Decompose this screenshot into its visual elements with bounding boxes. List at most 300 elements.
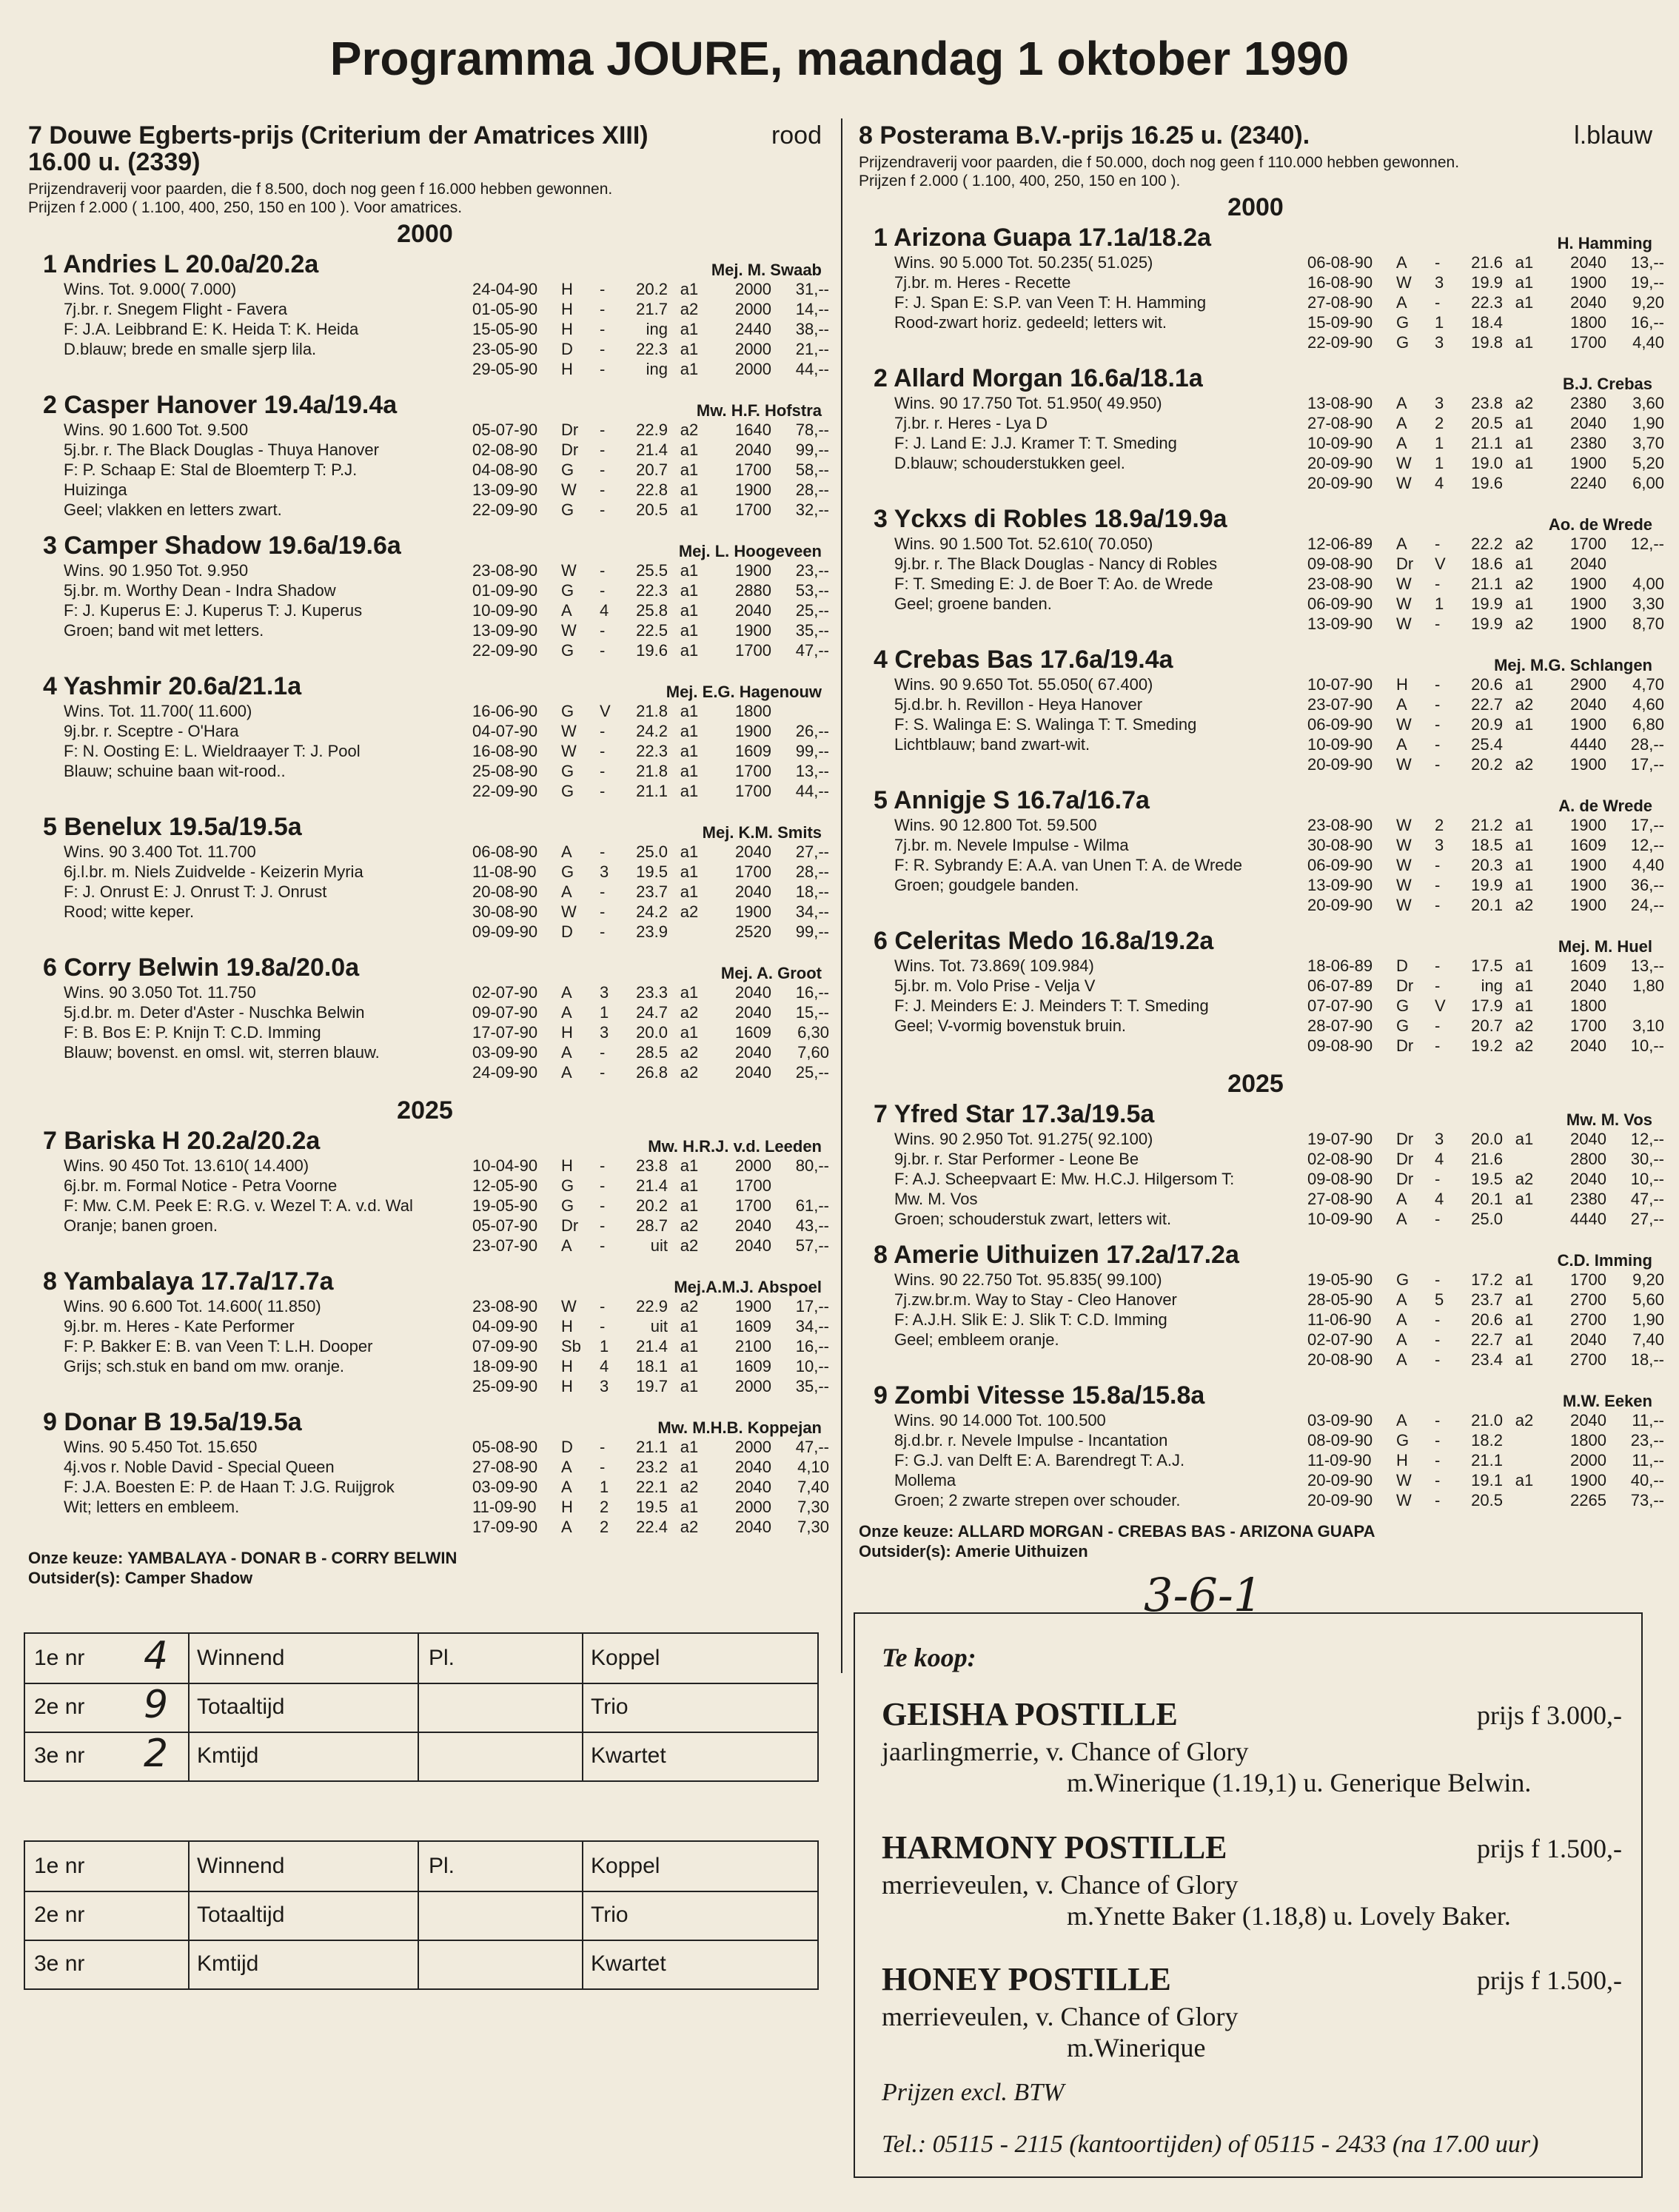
start-field: 10-09-90 (472, 601, 538, 620)
start-field: A (561, 601, 572, 620)
start-field: a1 (1515, 253, 1534, 272)
horse-entry (859, 504, 1664, 645)
start-field: G (561, 862, 574, 881)
start-field: 1800 (1570, 1431, 1606, 1449)
horse-info-line: Oranje; banen groen. (64, 1216, 218, 1235)
start-field: uit (650, 1236, 668, 1255)
horse-name: 3 Camper Shadow 19.6a/19.6a (43, 532, 401, 560)
ad-item (882, 1960, 1622, 2063)
start-field: 03-09-90 (1307, 1411, 1373, 1430)
start-field: 1,80 (1632, 976, 1664, 995)
horse-info-line: 7j.br. m. Nevele Impulse - Wilma (894, 836, 1129, 854)
start-row (1307, 895, 1664, 915)
distance-2000: 2000 (1227, 193, 1284, 221)
start-field: 10-04-90 (472, 1156, 538, 1175)
start-field: a1 (1515, 1290, 1534, 1309)
handwritten-number: 2 (144, 1732, 169, 1776)
start-field: W (561, 1297, 577, 1316)
race-8-cond-line-1: Prijzendraverij voor paarden, die f 50.000, doch nog geen f 110.000 hebben gewonnen. (859, 154, 1460, 171)
start-field: 36,-- (1630, 876, 1664, 894)
grid-bet-type: Kwartet (591, 1743, 666, 1768)
start-field: 2700 (1570, 1350, 1606, 1369)
horse-list (859, 1099, 1664, 1521)
horse-info (64, 1437, 493, 1517)
start-field: 18.6 (1471, 554, 1503, 573)
start-field: a1 (680, 882, 699, 901)
start-field: A (561, 1518, 572, 1536)
start-field: 20.9 (1471, 715, 1503, 734)
start-row (1307, 956, 1664, 976)
start-field: 16-08-90 (1307, 273, 1373, 292)
start-field: Sb (561, 1337, 581, 1355)
start-field: 02-07-90 (472, 983, 538, 1002)
start-field: 24.2 (636, 722, 668, 740)
start-field: 30-08-90 (472, 902, 538, 921)
start-field: W (1396, 896, 1412, 914)
start-field: 2240 (1570, 474, 1606, 492)
start-field (1503, 1450, 1546, 1470)
start-field: 10-09-90 (1307, 1210, 1373, 1228)
start-field: W (1396, 856, 1412, 874)
start-field: W (1396, 614, 1412, 633)
start-row (472, 902, 829, 922)
start-field (1503, 734, 1546, 754)
horse-info-line: 7j.zw.br.m. Way to Stay - Cleo Hanover (894, 1290, 1177, 1309)
horse-info-line: Wins. 90 1.950 Tot. 9.950 (64, 561, 249, 580)
start-row (472, 620, 829, 640)
start-field: - (600, 842, 606, 861)
start-field: a1 (680, 742, 699, 760)
start-field: 1900 (735, 722, 771, 740)
start-field: G (1396, 1431, 1410, 1449)
start-field: 22-09-90 (1307, 333, 1373, 352)
horse-info-line: 6j.br. m. Formal Notice - Petra Voorne (64, 1176, 338, 1195)
horse-info (894, 1129, 1324, 1229)
start-field: 09-09-90 (472, 922, 538, 941)
start-field: A (1396, 394, 1407, 412)
start-field: 16,-- (795, 1337, 829, 1355)
start-field: G (1396, 333, 1410, 352)
horse-info-line: F: B. Bos E: P. Knijn T: C.D. Imming (64, 1023, 321, 1042)
start-field: 06-09-90 (1307, 715, 1373, 734)
start-row (1307, 1310, 1664, 1330)
start-row (1307, 1350, 1664, 1370)
start-field: - (600, 882, 606, 901)
start-field: W (1396, 454, 1412, 472)
start-field: - (600, 1317, 606, 1335)
race-8-color: l.blauw (1574, 121, 1652, 150)
horse-info-line: D.blauw; schouderstukken geel. (894, 454, 1125, 472)
start-field: 4 (600, 1357, 609, 1375)
start-field: - (600, 1236, 606, 1255)
start-field: 28.5 (636, 1043, 668, 1062)
start-field: H (561, 320, 573, 338)
start-field: 19.9 (1471, 594, 1503, 613)
start-field: 22.3 (636, 340, 668, 358)
start-field: 25.4 (1471, 735, 1503, 754)
ad-item-line: m.Winerique (1067, 2033, 1206, 2062)
horse-name: 7 Yfred Star 17.3a/19.5a (874, 1100, 1155, 1128)
start-field: Dr (1396, 976, 1414, 995)
start-row (1307, 594, 1664, 614)
start-field: W (1396, 574, 1412, 593)
start-field: 2040 (1570, 1330, 1606, 1349)
start-field: Dr (1396, 1150, 1414, 1168)
start-field: a1 (1515, 273, 1534, 292)
start-field: a2 (1515, 394, 1534, 412)
start-field: A (561, 842, 572, 861)
start-field: 2440 (735, 320, 771, 338)
start-field: a1 (680, 581, 699, 600)
start-field: - (600, 1458, 606, 1476)
start-field: 2380 (1570, 394, 1606, 412)
start-field: 23-08-90 (472, 561, 538, 580)
start-field: 2040 (1570, 695, 1606, 714)
start-field: 7,40 (1632, 1330, 1664, 1349)
start-field: - (1435, 956, 1441, 975)
start-field: G (561, 702, 574, 720)
start-field: 1609 (735, 1317, 771, 1335)
horse-name: 9 Donar B 19.5a/19.5a (43, 1408, 302, 1436)
start-field: W (1396, 836, 1412, 854)
grid-row-label: 2e nr (34, 1695, 85, 1719)
ad-item-price: prijs f 1.500,- (1477, 1834, 1622, 1863)
start-row (1307, 1270, 1664, 1290)
start-field: - (1435, 755, 1441, 774)
start-field: W (561, 722, 577, 740)
horse-info-line: F: J. Kuperus E: J. Kuperus T: J. Kuperus (64, 601, 363, 620)
start-field: 20.1 (1471, 1190, 1503, 1208)
start-row (1307, 272, 1664, 292)
start-field: - (1435, 1431, 1441, 1449)
start-field: 32,-- (795, 500, 829, 519)
start-field: 02-07-90 (1307, 1330, 1373, 1349)
driver-name: Ao. de Wrede (1548, 515, 1652, 534)
start-field: a2 (1515, 896, 1534, 914)
start-field: 1609 (735, 1357, 771, 1375)
start-field: 23.9 (636, 922, 668, 941)
start-field: 20.0 (636, 1023, 668, 1042)
start-field: 9,20 (1632, 1270, 1664, 1289)
start-row (472, 319, 829, 339)
start-field: 21.6 (1471, 1150, 1503, 1168)
start-field (771, 701, 829, 721)
start-field: a2 (680, 1236, 699, 1255)
start-field: 16-08-90 (472, 742, 538, 760)
start-field: - (600, 460, 606, 479)
race-8-conditions (859, 153, 1652, 190)
horse-info-line: 6j.l.br. m. Niels Zuidvelde - Keizerin Myria (64, 862, 363, 881)
start-field: 1900 (1570, 856, 1606, 874)
start-field: 20.5 (1471, 1491, 1503, 1509)
driver-name: Mw. H.R.J. v.d. Leeden (648, 1137, 822, 1156)
start-field: - (1435, 293, 1441, 312)
ad-header: Te koop: (882, 1643, 976, 1672)
start-field: a1 (680, 862, 699, 881)
start-field: Dr (1396, 1170, 1414, 1188)
start-row (1307, 1430, 1664, 1450)
start-row (1307, 835, 1664, 855)
recent-starts (1307, 815, 1664, 915)
horse-info (64, 1296, 493, 1376)
start-field: 21.4 (636, 440, 668, 459)
start-field: - (1435, 1210, 1441, 1228)
start-field: 40,-- (1630, 1471, 1664, 1489)
start-field: 3,70 (1632, 434, 1664, 452)
ad-item-name: GEISHA POSTILLE (882, 1696, 1178, 1732)
start-field: D (561, 1438, 573, 1456)
start-field: Dr (561, 440, 579, 459)
start-field: 12,-- (1630, 836, 1664, 854)
start-field: A (561, 1063, 572, 1082)
grid-bet-type: Kwartet (591, 1951, 666, 1976)
start-field: 28-07-90 (1307, 1016, 1373, 1035)
start-row (472, 1236, 829, 1256)
start-field: 17.9 (1471, 996, 1503, 1015)
grid-bet-type: Koppel (591, 1646, 660, 1670)
horse-info-line: Wins. 90 1.500 Tot. 52.610( 70.050) (894, 534, 1153, 553)
start-row (1307, 1490, 1664, 1510)
start-field: Dr (1396, 554, 1414, 573)
start-field: a1 (680, 1023, 699, 1042)
start-field: 35,-- (795, 621, 829, 640)
start-field: 19.9 (1471, 273, 1503, 292)
start-field: - (1435, 534, 1441, 553)
horse-info-line: Wins. 90 14.000 Tot. 100.500 (894, 1411, 1106, 1430)
start-field: a1 (680, 1357, 699, 1375)
start-field: 19-05-90 (1307, 1270, 1373, 1289)
start-field: 09-08-90 (1307, 1170, 1373, 1188)
start-field: a2 (1515, 755, 1534, 774)
start-row (1307, 1129, 1664, 1149)
start-row (1307, 473, 1664, 493)
horse-info-line: Wins. 90 1.600 Tot. 9.500 (64, 420, 249, 439)
start-field: 17,-- (795, 1297, 829, 1316)
start-field: - (1435, 1016, 1441, 1035)
start-field: ing (1481, 976, 1503, 995)
ad-item-line: merrieveulen, v. Chance of Glory (882, 2002, 1239, 2031)
start-field: 1900 (1570, 876, 1606, 894)
start-field: 23.8 (1471, 394, 1503, 412)
recent-starts (472, 701, 829, 801)
grid-bet-type: Trio (591, 1695, 629, 1719)
start-field: a1 (1515, 1270, 1534, 1289)
horse-info-line: 5j.br. m. Volo Prise - Velja V (894, 976, 1096, 995)
start-field: a1 (680, 1176, 699, 1195)
start-field: - (600, 280, 606, 298)
start-field: 2000 (735, 1498, 771, 1516)
start-field: - (600, 500, 606, 519)
start-field: 2000 (735, 280, 771, 298)
ad-item-price: prijs f 3.000,- (1477, 1700, 1622, 1730)
start-field: 04-09-90 (472, 1317, 538, 1335)
start-field: W (1396, 273, 1412, 292)
start-field: a2 (1515, 1016, 1534, 1035)
horse-info (894, 1270, 1324, 1350)
driver-name: Mej. M.G. Schlangen (1494, 656, 1652, 674)
start-field: a1 (680, 1337, 699, 1355)
horse-name: 4 Crebas Bas 17.6a/19.4a (874, 646, 1173, 674)
horse-info-line: Blauw; schuine baan wit-rood.. (64, 762, 286, 780)
start-field: 3 (600, 862, 609, 881)
horse-info-line: Wins. 90 2.950 Tot. 91.275( 92.100) (894, 1130, 1153, 1148)
horse-info-line: F: J. Meinders E: J. Meinders T: T. Smeding (894, 996, 1209, 1015)
start-field: 2880 (735, 581, 771, 600)
start-field: a2 (1515, 1036, 1534, 1055)
start-field: G (561, 782, 574, 800)
start-field: 22.2 (1471, 534, 1503, 553)
start-field: 1700 (735, 762, 771, 780)
start-field: 13,-- (795, 762, 829, 780)
start-field: 18-06-89 (1307, 956, 1373, 975)
start-field: - (600, 440, 606, 459)
horse-info-line: F: Mw. C.M. Peek E: R.G. v. Wezel T: A. v.d. Wal (64, 1196, 413, 1215)
start-field: 2800 (1570, 1150, 1606, 1168)
start-field: 8,70 (1632, 614, 1664, 633)
start-row (472, 1336, 829, 1356)
start-field: 19.7 (636, 1377, 668, 1395)
start-field (1606, 554, 1664, 574)
start-field: D (561, 340, 573, 358)
race-7-choice: Onze keuze: YAMBALAYA - DONAR B - CORRY BELWIN (28, 1549, 458, 1567)
start-field: 1900 (735, 561, 771, 580)
driver-name: Mw. M. Vos (1566, 1110, 1652, 1129)
start-field: 1800 (1570, 996, 1606, 1015)
start-field: 06-07-89 (1307, 976, 1373, 995)
start-field: 20.6 (1471, 675, 1503, 694)
start-field: H (561, 1156, 573, 1175)
start-field: - (600, 581, 606, 600)
grid-category: Totaaltijd (197, 1695, 285, 1719)
grid-row-label: 1e nr (34, 1646, 85, 1670)
start-field: 1700 (1570, 333, 1606, 352)
start-field: a1 (1515, 876, 1534, 894)
start-field: 1609 (735, 742, 771, 760)
start-field: - (600, 1438, 606, 1456)
start-row (1307, 554, 1664, 574)
start-field: H (561, 280, 573, 298)
horse-entry (859, 785, 1664, 926)
start-field: 02-08-90 (1307, 1150, 1373, 1168)
grid-row-label: 3e nr (34, 1743, 85, 1768)
start-field: 23-08-90 (472, 1297, 538, 1316)
horse-name: 8 Yambalaya 17.7a/17.7a (43, 1267, 334, 1296)
start-field: 18,-- (1630, 1350, 1664, 1369)
start-field: A (561, 1003, 572, 1022)
grid-row (25, 1891, 817, 1940)
start-field: 03-09-90 (472, 1478, 538, 1496)
horse-list (859, 223, 1664, 1067)
start-field: 29-05-90 (472, 360, 538, 378)
start-field: 5,20 (1632, 454, 1664, 472)
start-row (472, 500, 829, 520)
start-field: - (600, 1297, 606, 1316)
start-field: 4440 (1570, 1210, 1606, 1228)
start-field: 10,-- (1630, 1170, 1664, 1188)
start-field: G (1396, 1016, 1410, 1035)
start-field: a1 (680, 460, 699, 479)
start-field: 99,-- (795, 440, 829, 459)
start-row (472, 922, 829, 942)
driver-name: Mw. M.H.B. Koppejan (657, 1418, 822, 1437)
start-row (472, 862, 829, 882)
start-field: 05-07-90 (472, 420, 538, 439)
start-field: - (600, 1156, 606, 1175)
start-field: 4 (1435, 474, 1444, 492)
start-field: a1 (1515, 434, 1534, 452)
start-field: 19.2 (1471, 1036, 1503, 1055)
horse-name: 1 Arizona Guapa 17.1a/18.2a (874, 224, 1212, 252)
start-row (1307, 312, 1664, 332)
start-row (1307, 292, 1664, 312)
start-field: 47,-- (1630, 1190, 1664, 1208)
start-field: - (1435, 896, 1441, 914)
start-field: 28,-- (795, 862, 829, 881)
horse-entry (28, 953, 829, 1093)
start-row (472, 279, 829, 299)
start-field: 27-08-90 (1307, 293, 1373, 312)
start-field: a1 (680, 1156, 699, 1175)
grid-row (25, 1683, 817, 1732)
start-field: 2040 (735, 1003, 771, 1022)
grid-pl: Pl. (429, 1854, 455, 1878)
grid-row-label: 2e nr (34, 1903, 85, 1927)
horse-info-line: F: T. Smeding E: J. de Boer T: Ao. de Wrede (894, 574, 1213, 593)
grid-row (25, 1732, 817, 1780)
horse-info-line: Grijs; sch.stuk en band om mw. oranje. (64, 1357, 345, 1375)
start-field: 2700 (1570, 1310, 1606, 1329)
start-field: 25.8 (636, 601, 668, 620)
horse-list (28, 249, 829, 1093)
start-field: a1 (680, 280, 699, 298)
grid-row-label: 1e nr (34, 1854, 85, 1878)
start-field: 13,-- (1630, 253, 1664, 272)
start-row (1307, 996, 1664, 1016)
horse-info (64, 842, 493, 922)
start-field: 17-09-90 (472, 1518, 538, 1536)
horse-info-line: Wins. 90 5.000 Tot. 50.235( 51.025) (894, 253, 1153, 272)
ad-item-name: HARMONY POSTILLE (882, 1829, 1227, 1866)
start-field: 25.0 (1471, 1210, 1503, 1228)
start-field: a1 (680, 440, 699, 459)
start-field: a1 (680, 561, 699, 580)
start-field: W (561, 621, 577, 640)
start-field: 1 (1435, 313, 1444, 332)
start-field: 4,70 (1632, 675, 1664, 694)
start-field: 19,-- (1630, 273, 1664, 292)
horse-info-line: Geel; V-vormig bovenstuk bruin. (894, 1016, 1127, 1035)
start-field: 22-09-90 (472, 641, 538, 660)
start-field: G (561, 762, 574, 780)
start-field: a1 (680, 500, 699, 519)
start-field: a1 (1515, 1350, 1534, 1369)
start-field: - (1435, 574, 1441, 593)
start-field: 2700 (1570, 1290, 1606, 1309)
start-field: W (561, 902, 577, 921)
start-field: 2040 (1570, 1411, 1606, 1430)
horse-info-line: Wins. 90 6.600 Tot. 14.600( 11.850) (64, 1297, 321, 1316)
start-row (1307, 534, 1664, 554)
start-field: ing (646, 360, 668, 378)
race-7-color: rood (771, 121, 822, 150)
start-field: - (1435, 735, 1441, 754)
start-field: a1 (680, 1458, 699, 1476)
start-field: - (1435, 1170, 1441, 1188)
start-field: G (561, 641, 574, 660)
horse-info-line: Groen; 2 zwarte strepen over schouder. (894, 1491, 1181, 1509)
start-row (472, 781, 829, 801)
start-field: 1700 (1570, 534, 1606, 553)
